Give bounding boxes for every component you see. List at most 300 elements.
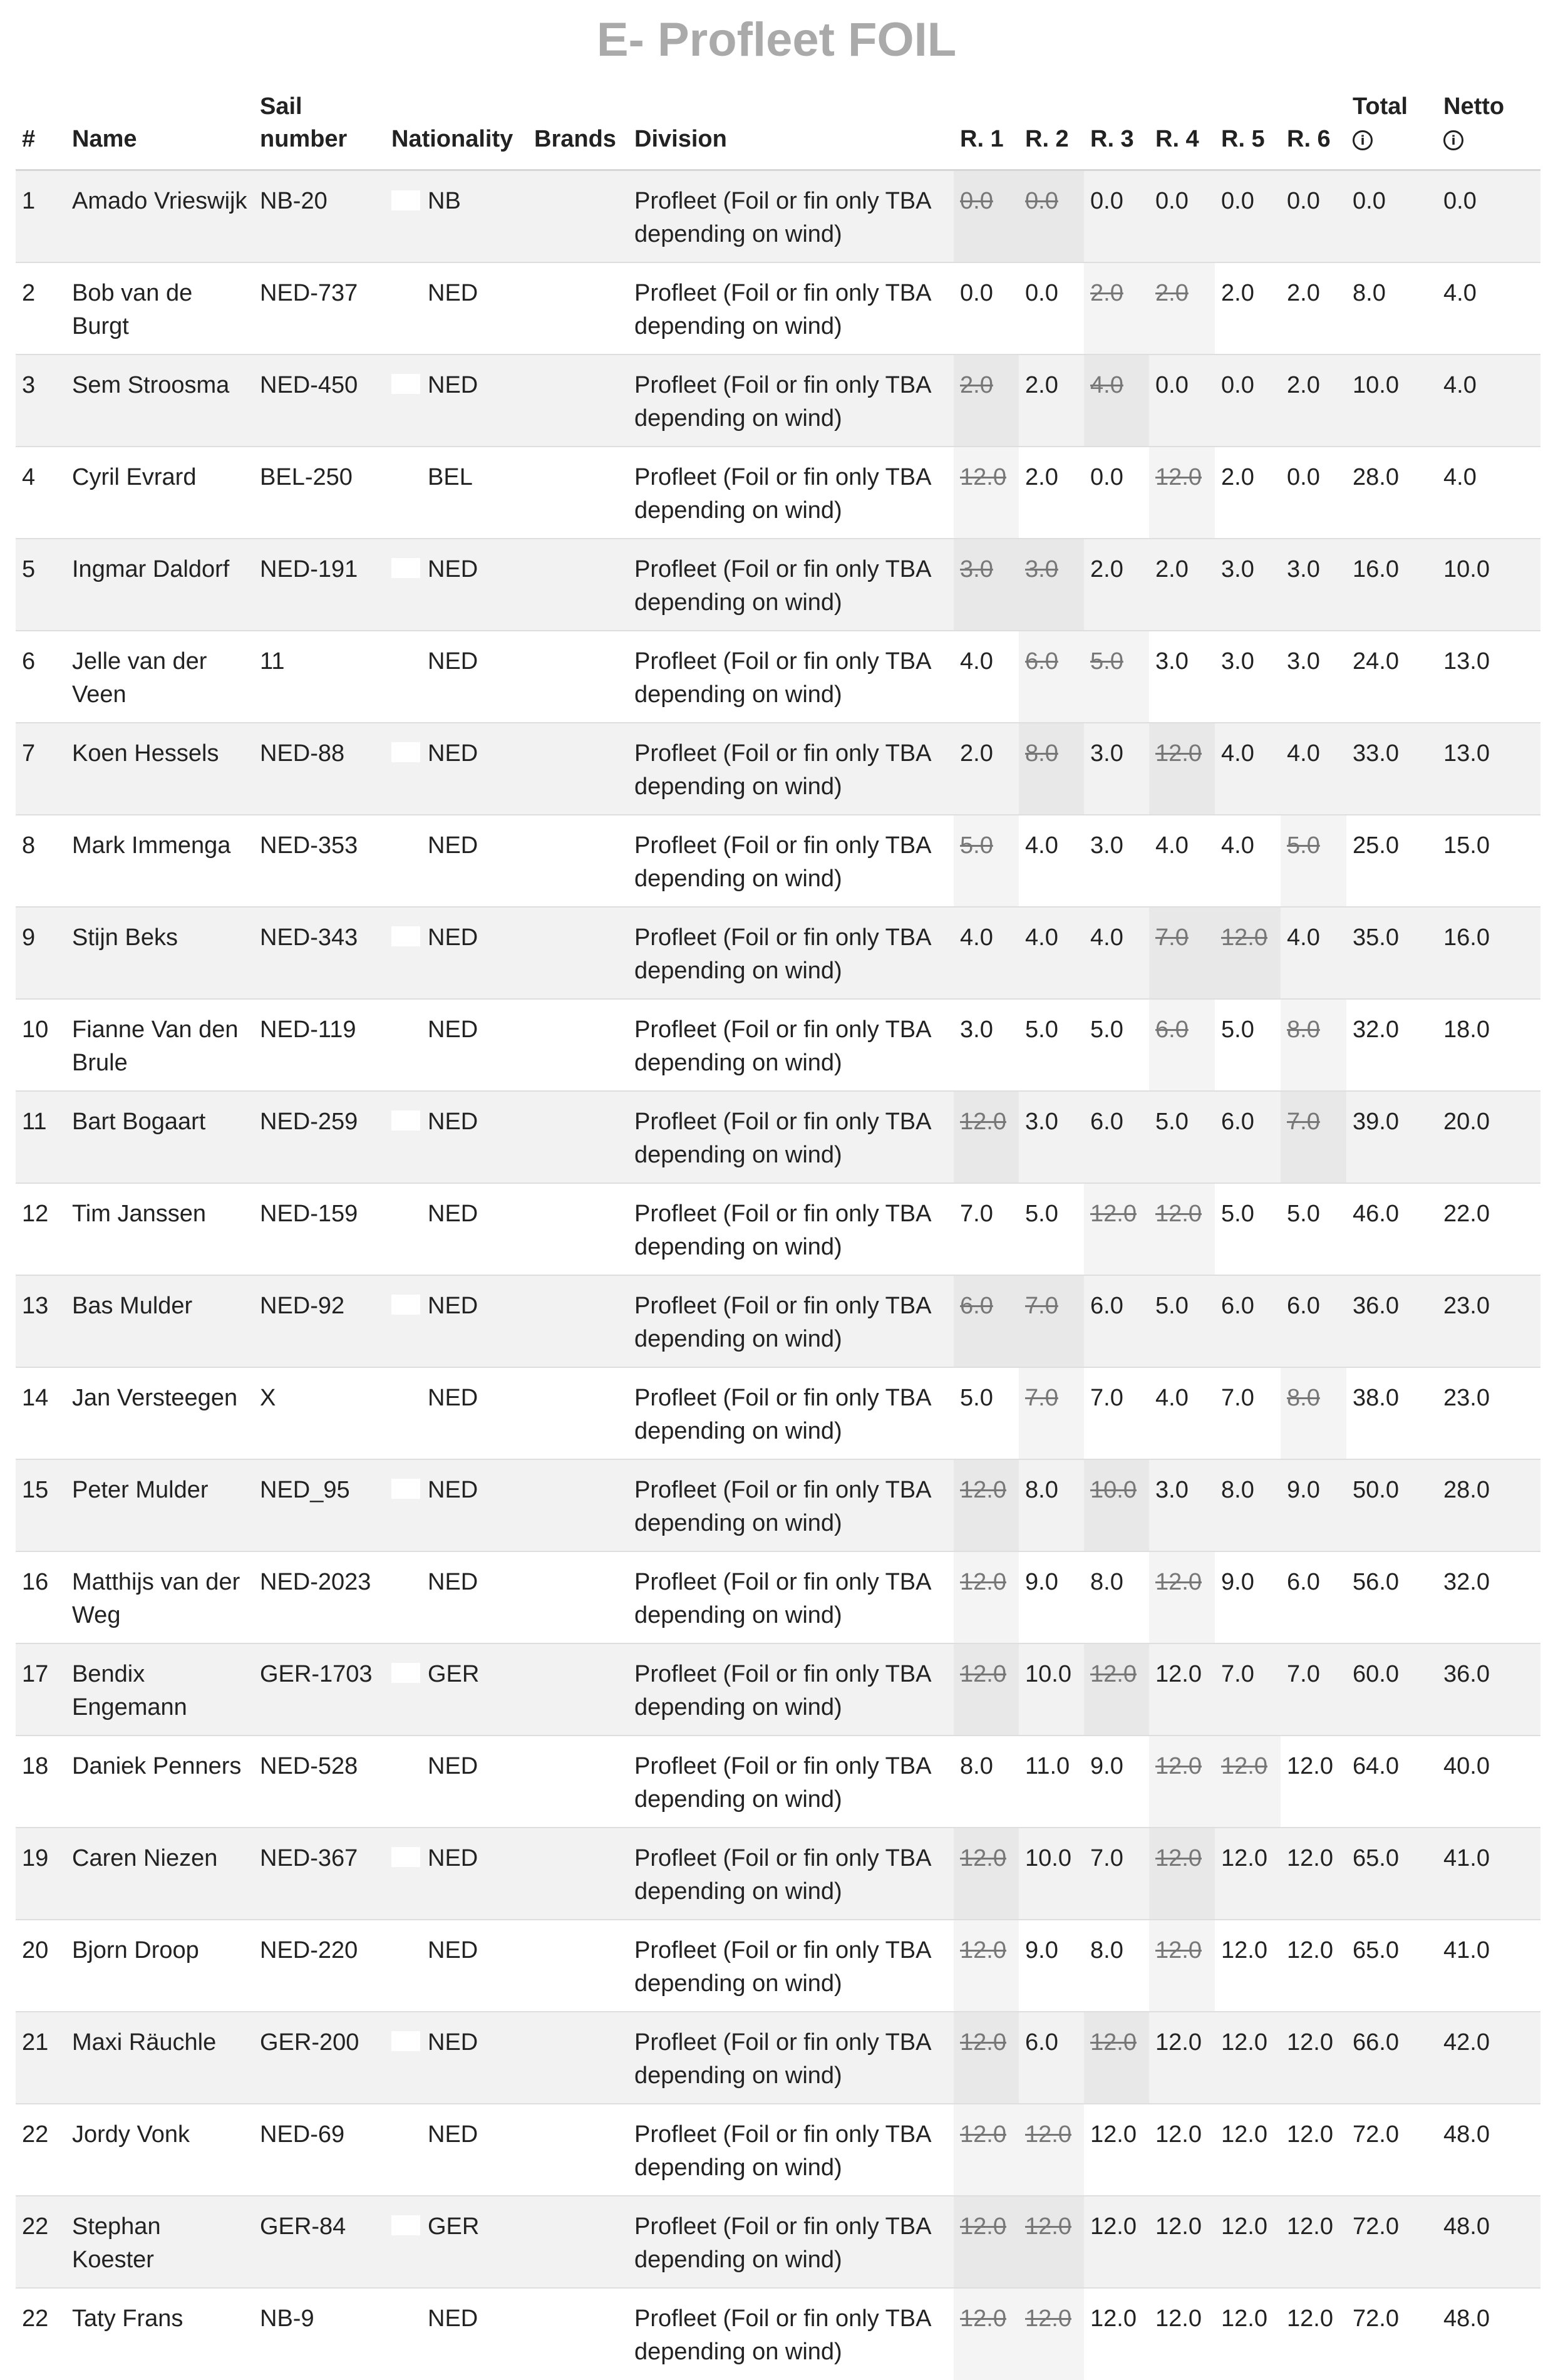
race-2-score: 3.0 <box>1019 539 1084 631</box>
race-1-score: 12.0 <box>954 2012 1019 2104</box>
nationality-code: NED <box>428 1016 478 1043</box>
table-row[interactable] <box>16 354 1540 447</box>
race-1-score: 12.0 <box>954 1920 1019 2012</box>
nationality-code: NED <box>428 371 478 398</box>
division-cell: Profleet (Foil or fin only TBA depending on wind) <box>628 1367 954 1459</box>
sail-number-cell: GER-1703 <box>254 1643 385 1736</box>
nationality-code: NED <box>428 1844 478 1871</box>
brands-cell <box>528 1551 628 1643</box>
total-cell: 72.0 <box>1346 2196 1437 2288</box>
column-header-race-2[interactable]: R. 2 <box>1019 81 1084 170</box>
table-row[interactable] <box>16 1367 1540 1459</box>
sail-number-cell: NED-92 <box>254 1275 385 1367</box>
table-row[interactable] <box>16 1736 1540 1828</box>
rank-cell: 16 <box>16 1551 66 1643</box>
race-5-score: 7.0 <box>1215 1367 1281 1459</box>
nationality-code: NED <box>428 2121 478 2148</box>
rank-cell: 9 <box>16 907 66 999</box>
race-2-score: 12.0 <box>1019 2196 1084 2288</box>
netto-cell: 22.0 <box>1437 1183 1540 1275</box>
info-icon[interactable]: i <box>1353 130 1373 150</box>
name-cell: Koen Hessels <box>66 723 254 815</box>
name-cell: Jan Versteegen <box>66 1367 254 1459</box>
race-6-score: 12.0 <box>1281 1828 1346 1920</box>
race-4-score: 7.0 <box>1149 907 1215 999</box>
race-4-score: 3.0 <box>1149 631 1215 723</box>
race-1-score: 0.0 <box>954 262 1019 354</box>
race-6-score: 5.0 <box>1281 1183 1346 1275</box>
race-6-score: 8.0 <box>1281 1367 1346 1459</box>
table-row[interactable] <box>16 1920 1540 2012</box>
nationality-cell <box>385 999 528 1091</box>
race-3-score: 0.0 <box>1084 447 1149 539</box>
total-cell: 33.0 <box>1346 723 1437 815</box>
nationality-code: NB <box>428 188 461 214</box>
nationality-code: NED <box>428 1752 478 1779</box>
netto-cell: 40.0 <box>1437 1736 1540 1828</box>
flag-icon <box>391 190 420 210</box>
race-1-score: 4.0 <box>954 631 1019 723</box>
flag-icon <box>391 1203 420 1223</box>
column-header-division[interactable]: Division <box>628 81 954 170</box>
race-4-score: 12.0 <box>1149 1551 1215 1643</box>
race-2-score: 2.0 <box>1019 354 1084 447</box>
total-cell: 28.0 <box>1346 447 1437 539</box>
brands-cell <box>528 262 628 354</box>
table-row[interactable] <box>16 1275 1540 1367</box>
flag-icon <box>391 2215 420 2235</box>
column-header-nationality[interactable]: Nationality <box>385 81 528 170</box>
sail-number-cell: NED-259 <box>254 1091 385 1183</box>
race-2-score: 3.0 <box>1019 1091 1084 1183</box>
table-row[interactable] <box>16 1551 1540 1643</box>
race-5-score: 0.0 <box>1215 170 1281 262</box>
race-5-score: 12.0 <box>1215 2104 1281 2196</box>
race-4-score: 12.0 <box>1149 447 1215 539</box>
sail-number-cell: NED-159 <box>254 1183 385 1275</box>
race-5-score: 4.0 <box>1215 815 1281 907</box>
race-1-score: 12.0 <box>954 447 1019 539</box>
race-4-score: 2.0 <box>1149 539 1215 631</box>
flag-icon <box>391 2031 420 2051</box>
race-6-score: 7.0 <box>1281 1091 1346 1183</box>
nationality-cell <box>385 1275 528 1367</box>
rank-cell: 7 <box>16 723 66 815</box>
race-1-score: 2.0 <box>954 354 1019 447</box>
total-cell: 60.0 <box>1346 1643 1437 1736</box>
race-3-score: 0.0 <box>1084 170 1149 262</box>
netto-cell: 23.0 <box>1437 1367 1540 1459</box>
netto-cell: 4.0 <box>1437 262 1540 354</box>
brands-cell <box>528 723 628 815</box>
total-label: Total <box>1353 93 1408 120</box>
nationality-cell <box>385 631 528 723</box>
netto-cell: 42.0 <box>1437 2012 1540 2104</box>
table-row[interactable] <box>16 1643 1540 1736</box>
rank-cell: 6 <box>16 631 66 723</box>
race-3-score: 12.0 <box>1084 2012 1149 2104</box>
race-2-score: 6.0 <box>1019 631 1084 723</box>
nationality-cell <box>385 907 528 999</box>
race-1-score: 12.0 <box>954 1091 1019 1183</box>
race-3-score: 4.0 <box>1084 907 1149 999</box>
race-6-score: 12.0 <box>1281 2012 1346 2104</box>
rank-cell: 22 <box>16 2196 66 2288</box>
race-1-score: 5.0 <box>954 815 1019 907</box>
total-cell: 24.0 <box>1346 631 1437 723</box>
race-4-score: 12.0 <box>1149 1183 1215 1275</box>
division-cell: Profleet (Foil or fin only TBA depending on wind) <box>628 1091 954 1183</box>
race-5-score: 0.0 <box>1215 354 1281 447</box>
race-3-score: 3.0 <box>1084 723 1149 815</box>
rank-cell: 22 <box>16 2104 66 2196</box>
rank-cell: 3 <box>16 354 66 447</box>
race-3-score: 12.0 <box>1084 2196 1149 2288</box>
table-row[interactable] <box>16 2104 1540 2196</box>
nationality-code: NED <box>428 1108 478 1135</box>
race-2-score: 12.0 <box>1019 2288 1084 2380</box>
race-2-score: 5.0 <box>1019 999 1084 1091</box>
name-cell: Bart Bogaart <box>66 1091 254 1183</box>
total-cell: 38.0 <box>1346 1367 1437 1459</box>
race-1-score: 5.0 <box>954 1367 1019 1459</box>
race-5-score: 12.0 <box>1215 1736 1281 1828</box>
name-cell: Fianne Van den Brule <box>66 999 254 1091</box>
nationality-cell <box>385 1828 528 1920</box>
netto-cell: 41.0 <box>1437 1828 1540 1920</box>
race-1-score: 2.0 <box>954 723 1019 815</box>
race-3-score: 7.0 <box>1084 1828 1149 1920</box>
race-6-score: 4.0 <box>1281 723 1346 815</box>
table-row[interactable] <box>16 2012 1540 2104</box>
race-2-score: 9.0 <box>1019 1551 1084 1643</box>
netto-cell: 32.0 <box>1437 1551 1540 1643</box>
column-header-race-5[interactable]: R. 5 <box>1215 81 1281 170</box>
division-cell: Profleet (Foil or fin only TBA depending on wind) <box>628 2104 954 2196</box>
total-cell: 36.0 <box>1346 1275 1437 1367</box>
race-5-score: 6.0 <box>1215 1091 1281 1183</box>
table-row[interactable] <box>16 999 1540 1091</box>
netto-cell: 36.0 <box>1437 1643 1540 1736</box>
race-1-score: 8.0 <box>954 1736 1019 1828</box>
sail-number-cell: NED_95 <box>254 1459 385 1551</box>
race-4-score: 12.0 <box>1149 1920 1215 2012</box>
table-row[interactable] <box>16 2288 1540 2380</box>
rank-cell: 5 <box>16 539 66 631</box>
division-cell: Profleet (Foil or fin only TBA depending on wind) <box>628 262 954 354</box>
nationality-cell <box>385 1551 528 1643</box>
sail-number-cell: NED-191 <box>254 539 385 631</box>
rank-cell: 15 <box>16 1459 66 1551</box>
name-cell: Bjorn Droop <box>66 1920 254 2012</box>
nationality-code: NED <box>428 556 478 582</box>
rank-cell: 4 <box>16 447 66 539</box>
table-row[interactable] <box>16 631 1540 723</box>
race-2-score: 0.0 <box>1019 262 1084 354</box>
division-cell: Profleet (Foil or fin only TBA depending on wind) <box>628 723 954 815</box>
brands-cell <box>528 354 628 447</box>
results-table <box>16 81 1540 2380</box>
total-cell: 46.0 <box>1346 1183 1437 1275</box>
race-5-score: 5.0 <box>1215 999 1281 1091</box>
rank-cell: 10 <box>16 999 66 1091</box>
table-row[interactable] <box>16 723 1540 815</box>
race-1-score: 3.0 <box>954 999 1019 1091</box>
race-5-score: 12.0 <box>1215 2288 1281 2380</box>
table-row[interactable] <box>16 1091 1540 1183</box>
table-row[interactable] <box>16 170 1540 262</box>
race-5-score: 12.0 <box>1215 1920 1281 2012</box>
nationality-cell <box>385 2288 528 2380</box>
race-1-score: 12.0 <box>954 1828 1019 1920</box>
netto-cell: 48.0 <box>1437 2288 1540 2380</box>
brands-cell <box>528 1275 628 1367</box>
nationality-cell <box>385 1643 528 1736</box>
name-cell: Taty Frans <box>66 2288 254 2380</box>
race-1-score: 12.0 <box>954 1643 1019 1736</box>
nationality-code: NED <box>428 740 478 767</box>
race-4-score: 12.0 <box>1149 2104 1215 2196</box>
race-3-score: 5.0 <box>1084 999 1149 1091</box>
brands-cell <box>528 2012 628 2104</box>
netto-cell: 16.0 <box>1437 907 1540 999</box>
nationality-cell <box>385 1183 528 1275</box>
total-cell: 65.0 <box>1346 1920 1437 2012</box>
rank-cell: 12 <box>16 1183 66 1275</box>
netto-cell: 48.0 <box>1437 2104 1540 2196</box>
race-3-score: 12.0 <box>1084 1643 1149 1736</box>
race-4-score: 4.0 <box>1149 815 1215 907</box>
table-row[interactable] <box>16 907 1540 999</box>
sail-number-cell: BEL-250 <box>254 447 385 539</box>
sail-number-cell: X <box>254 1367 385 1459</box>
nationality-code: NED <box>428 2305 478 2332</box>
race-4-score: 12.0 <box>1149 1643 1215 1736</box>
sail-number-cell: NB-20 <box>254 170 385 262</box>
race-3-score: 6.0 <box>1084 1275 1149 1367</box>
sail-number-cell: NED-737 <box>254 262 385 354</box>
race-2-score: 10.0 <box>1019 1643 1084 1736</box>
race-3-score: 12.0 <box>1084 1183 1149 1275</box>
race-5-score: 6.0 <box>1215 1275 1281 1367</box>
nationality-code: NED <box>428 1476 478 1503</box>
race-3-score: 5.0 <box>1084 631 1149 723</box>
brands-cell <box>528 2104 628 2196</box>
flag-icon <box>391 1479 420 1499</box>
division-cell: Profleet (Foil or fin only TBA depending on wind) <box>628 1643 954 1736</box>
division-cell: Profleet (Foil or fin only TBA depending on wind) <box>628 907 954 999</box>
sail-number-cell: NED-528 <box>254 1736 385 1828</box>
flag-icon <box>391 1387 420 1407</box>
nationality-cell <box>385 1459 528 1551</box>
race-4-score: 12.0 <box>1149 1736 1215 1828</box>
race-4-score: 2.0 <box>1149 262 1215 354</box>
flag-icon <box>391 1018 420 1038</box>
race-2-score: 7.0 <box>1019 1367 1084 1459</box>
netto-cell: 4.0 <box>1437 447 1540 539</box>
rank-cell: 13 <box>16 1275 66 1367</box>
name-cell: Tim Janssen <box>66 1183 254 1275</box>
division-cell: Profleet (Foil or fin only TBA depending on wind) <box>628 2288 954 2380</box>
race-3-score: 3.0 <box>1084 815 1149 907</box>
race-3-score: 12.0 <box>1084 2104 1149 2196</box>
race-4-score: 0.0 <box>1149 170 1215 262</box>
race-1-score: 3.0 <box>954 539 1019 631</box>
race-1-score: 6.0 <box>954 1275 1019 1367</box>
brands-cell <box>528 447 628 539</box>
race-4-score: 12.0 <box>1149 1828 1215 1920</box>
results-body <box>16 170 1540 2380</box>
sail-number-cell: NED-88 <box>254 723 385 815</box>
race-2-score: 12.0 <box>1019 2104 1084 2196</box>
rank-cell: 11 <box>16 1091 66 1183</box>
race-5-score: 9.0 <box>1215 1551 1281 1643</box>
rank-cell: 1 <box>16 170 66 262</box>
nationality-code: NED <box>428 279 478 306</box>
total-cell: 10.0 <box>1346 354 1437 447</box>
sail-number-cell: NED-343 <box>254 907 385 999</box>
race-4-score: 6.0 <box>1149 999 1215 1091</box>
race-3-score: 10.0 <box>1084 1459 1149 1551</box>
column-header-rank[interactable]: # <box>16 81 66 170</box>
total-cell: 35.0 <box>1346 907 1437 999</box>
race-6-score: 7.0 <box>1281 1643 1346 1736</box>
race-2-score: 8.0 <box>1019 723 1084 815</box>
nationality-code: NED <box>428 1292 478 1319</box>
brands-cell <box>528 1367 628 1459</box>
race-2-score: 8.0 <box>1019 1459 1084 1551</box>
race-3-score: 2.0 <box>1084 539 1149 631</box>
race-2-score: 4.0 <box>1019 815 1084 907</box>
column-header-netto[interactable] <box>1437 81 1540 170</box>
table-row[interactable] <box>16 539 1540 631</box>
rank-cell: 14 <box>16 1367 66 1459</box>
nationality-code: NED <box>428 1384 478 1411</box>
race-5-score: 12.0 <box>1215 1828 1281 1920</box>
table-row[interactable] <box>16 815 1540 907</box>
brands-cell <box>528 1736 628 1828</box>
race-1-score: 0.0 <box>954 170 1019 262</box>
race-5-score: 12.0 <box>1215 2196 1281 2288</box>
race-2-score: 10.0 <box>1019 1828 1084 1920</box>
name-cell: Stephan Koester <box>66 2196 254 2288</box>
race-6-score: 12.0 <box>1281 1736 1346 1828</box>
flag-icon <box>391 2307 420 2327</box>
table-row[interactable] <box>16 447 1540 539</box>
column-header-race-3[interactable]: R. 3 <box>1084 81 1149 170</box>
nationality-code: NED <box>428 2029 478 2056</box>
race-4-score: 12.0 <box>1149 723 1215 815</box>
column-header-race-6[interactable]: R. 6 <box>1281 81 1346 170</box>
sail-number-cell: GER-200 <box>254 2012 385 2104</box>
column-header-brands[interactable]: Brands <box>528 81 628 170</box>
brands-cell <box>528 2288 628 2380</box>
table-row[interactable] <box>16 2196 1540 2288</box>
table-row[interactable] <box>16 1183 1540 1275</box>
division-cell: Profleet (Foil or fin only TBA depending on wind) <box>628 1736 954 1828</box>
netto-cell: 15.0 <box>1437 815 1540 907</box>
info-icon[interactable]: i <box>1443 130 1463 150</box>
race-1-score: 12.0 <box>954 1551 1019 1643</box>
flag-icon <box>391 1755 420 1775</box>
nationality-cell <box>385 1367 528 1459</box>
race-5-score: 3.0 <box>1215 631 1281 723</box>
table-row[interactable] <box>16 1459 1540 1551</box>
total-cell: 50.0 <box>1346 1459 1437 1551</box>
rank-cell: 22 <box>16 2288 66 2380</box>
race-1-score: 12.0 <box>954 1459 1019 1551</box>
column-header-name[interactable]: Name <box>66 81 254 170</box>
rank-cell: 21 <box>16 2012 66 2104</box>
race-2-score: 2.0 <box>1019 447 1084 539</box>
race-6-score: 12.0 <box>1281 2104 1346 2196</box>
netto-cell: 20.0 <box>1437 1091 1540 1183</box>
column-header-race-1[interactable]: R. 1 <box>954 81 1019 170</box>
sail-number-cell: NED-2023 <box>254 1551 385 1643</box>
flag-icon <box>391 1847 420 1867</box>
total-cell: 64.0 <box>1346 1736 1437 1828</box>
race-1-score: 12.0 <box>954 2104 1019 2196</box>
brands-cell <box>528 1459 628 1551</box>
race-4-score: 5.0 <box>1149 1091 1215 1183</box>
netto-cell: 13.0 <box>1437 723 1540 815</box>
flag-icon <box>391 1571 420 1591</box>
sail-number-cell: GER-84 <box>254 2196 385 2288</box>
column-header-total[interactable] <box>1346 81 1437 170</box>
column-header-sail-number[interactable]: Sail number <box>254 81 385 170</box>
nationality-cell <box>385 170 528 262</box>
flag-icon <box>391 282 420 302</box>
race-3-score: 8.0 <box>1084 1551 1149 1643</box>
division-cell: Profleet (Foil or fin only TBA depending on wind) <box>628 2012 954 2104</box>
race-6-score: 6.0 <box>1281 1551 1346 1643</box>
name-cell: Jelle van der Veen <box>66 631 254 723</box>
nationality-cell <box>385 354 528 447</box>
race-2-score: 0.0 <box>1019 170 1084 262</box>
table-row[interactable] <box>16 1828 1540 1920</box>
nationality-cell <box>385 2012 528 2104</box>
race-6-score: 5.0 <box>1281 815 1346 907</box>
name-cell: Amado Vrieswijk <box>66 170 254 262</box>
table-row[interactable] <box>16 262 1540 354</box>
race-2-score: 5.0 <box>1019 1183 1084 1275</box>
name-cell: Cyril Evrard <box>66 447 254 539</box>
division-cell: Profleet (Foil or fin only TBA depending on wind) <box>628 1828 954 1920</box>
race-6-score: 0.0 <box>1281 447 1346 539</box>
race-6-score: 12.0 <box>1281 1920 1346 2012</box>
total-cell: 8.0 <box>1346 262 1437 354</box>
column-header-race-4[interactable]: R. 4 <box>1149 81 1215 170</box>
race-3-score: 6.0 <box>1084 1091 1149 1183</box>
brands-cell <box>528 999 628 1091</box>
race-2-score: 7.0 <box>1019 1275 1084 1367</box>
name-cell: Sem Stroosma <box>66 354 254 447</box>
brands-cell <box>528 631 628 723</box>
race-5-score: 2.0 <box>1215 447 1281 539</box>
division-cell: Profleet (Foil or fin only TBA depending on wind) <box>628 1459 954 1551</box>
brands-cell <box>528 1183 628 1275</box>
nationality-cell <box>385 815 528 907</box>
total-cell: 56.0 <box>1346 1551 1437 1643</box>
race-4-score: 3.0 <box>1149 1459 1215 1551</box>
race-3-score: 12.0 <box>1084 2288 1149 2380</box>
race-3-score: 8.0 <box>1084 1920 1149 2012</box>
nationality-cell <box>385 2196 528 2288</box>
race-4-score: 4.0 <box>1149 1367 1215 1459</box>
name-cell: Mark Immenga <box>66 815 254 907</box>
race-5-score: 5.0 <box>1215 1183 1281 1275</box>
brands-cell <box>528 1091 628 1183</box>
